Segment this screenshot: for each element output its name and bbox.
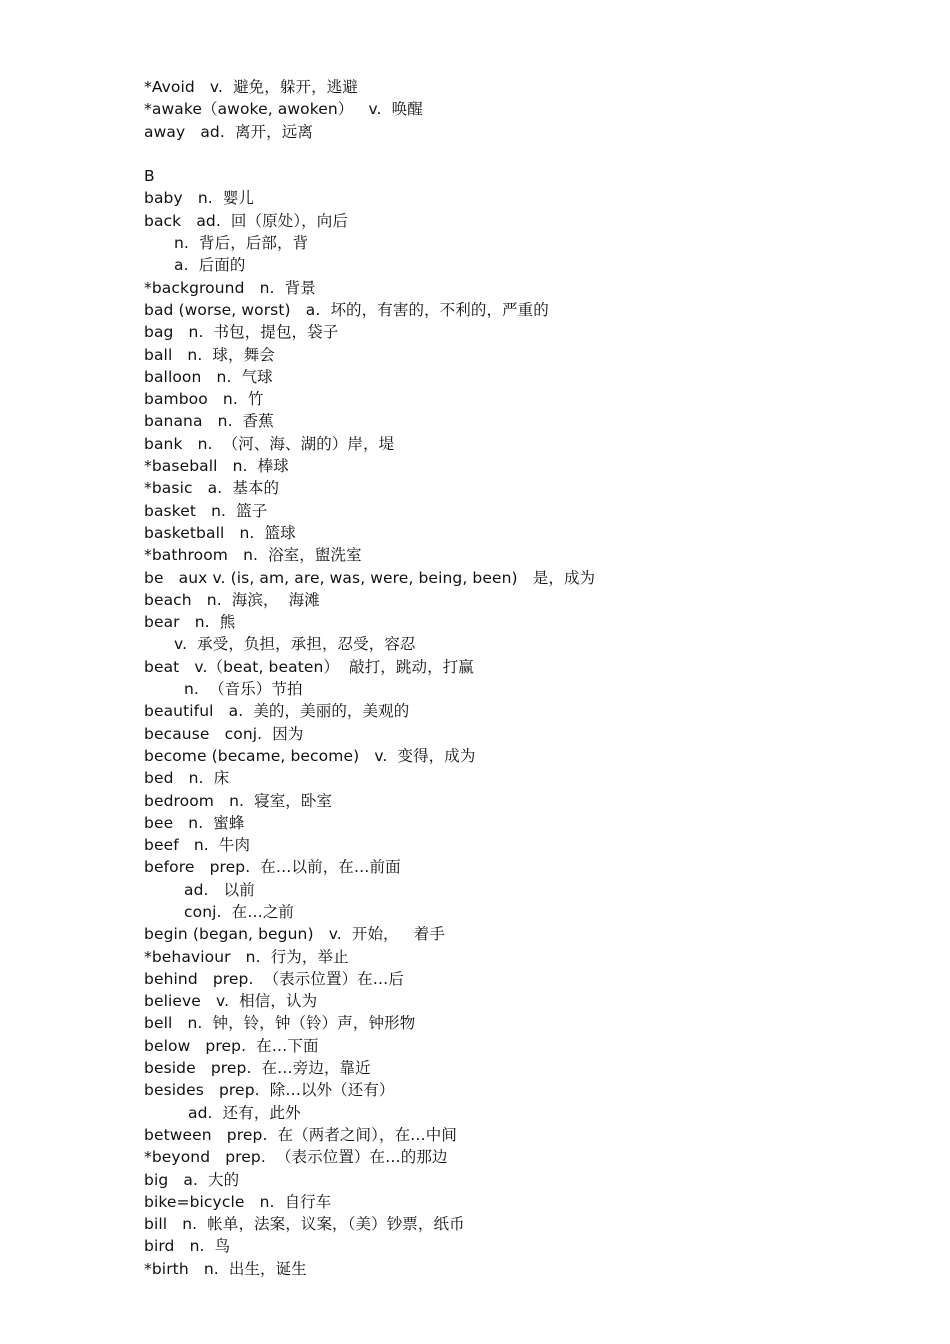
vocab-entry: back ad. 回（原处），向后 bbox=[144, 211, 348, 230]
vocab-entry: besides prep. 除…以外（还有） bbox=[144, 1081, 395, 1100]
vocab-entry: *basic a. 基本的 bbox=[144, 479, 280, 498]
vocab-entry: bank n. （河、海、湖的）岸，堤 bbox=[144, 434, 395, 453]
vocab-entry: *birth n. 出生，诞生 bbox=[144, 1259, 307, 1278]
vocab-entry: below prep. 在…下面 bbox=[144, 1036, 319, 1055]
vocab-entry: believe v. 相信，认为 bbox=[144, 992, 318, 1011]
vocab-entry: bell n. 钟，铃，钟（铃）声，钟形物 bbox=[144, 1014, 416, 1033]
vocab-entry: n. 背后，后部，背 bbox=[174, 234, 309, 253]
vocab-entry: beautiful a. 美的，美丽的，美观的 bbox=[144, 702, 410, 721]
vocab-entry: a. 后面的 bbox=[174, 256, 246, 275]
vocab-entry: *behaviour n. 行为，举止 bbox=[144, 947, 349, 966]
vocab-entry: *baseball n. 棒球 bbox=[144, 457, 289, 476]
vocab-entry: *bathroom n. 浴室，盥洗室 bbox=[144, 546, 362, 565]
vocab-entry: bag n. 书包，提包，袋子 bbox=[144, 323, 339, 342]
vocab-entry: beat v.（beat, beaten） 敲打，跳动，打赢 bbox=[144, 657, 474, 676]
blank-line bbox=[144, 143, 904, 165]
vocab-entry: between prep. 在（两者之间），在…中间 bbox=[144, 1125, 457, 1144]
vocab-entry: be aux v. (is, am, are, was, were, being, been) 是，成为 bbox=[144, 568, 596, 587]
vocab-entry: beef n. 牛肉 bbox=[144, 836, 251, 855]
vocab-entry: basket n. 篮子 bbox=[144, 501, 268, 520]
vocab-entry: *background n. 背景 bbox=[144, 278, 316, 297]
vocab-entry: basketball n. 篮球 bbox=[144, 523, 296, 542]
vocab-entry: *Avoid v. 避免，躲开，逃避 bbox=[144, 78, 358, 96]
vocab-entry: bee n. 蜜蜂 bbox=[144, 813, 245, 832]
section-letter: B bbox=[144, 167, 155, 186]
vocab-entry: bed n. 床 bbox=[144, 769, 230, 788]
vocab-entry: banana n. 香蕉 bbox=[144, 412, 274, 431]
vocab-entry: bad (worse, worst) a. 坏的，有害的，不利的，严重的 bbox=[144, 300, 549, 319]
vocab-entry: before prep. 在…以前，在…前面 bbox=[144, 858, 401, 877]
vocab-entry: bamboo n. 竹 bbox=[144, 390, 264, 409]
vocab-entry: because conj. 因为 bbox=[144, 724, 304, 743]
vocab-entry: v. 承受，负担，承担，忍受，容忍 bbox=[174, 635, 416, 654]
vocab-entry: beach n. 海滨， 海滩 bbox=[144, 590, 320, 609]
vocab-entry: bear n. 熊 bbox=[144, 613, 236, 632]
vocab-entry: *beyond prep. （表示位置）在…的那边 bbox=[144, 1148, 448, 1167]
vocab-entry: behind prep. （表示位置）在…后 bbox=[144, 969, 404, 988]
vocab-entry: ball n. 球，舞会 bbox=[144, 345, 275, 364]
vocab-entry: big a. 大的 bbox=[144, 1170, 240, 1189]
vocabulary-page bbox=[144, 76, 904, 1280]
vocab-entry: begin (began, begun) v. 开始， 着手 bbox=[144, 925, 445, 944]
vocab-entry: bird n. 鸟 bbox=[144, 1237, 231, 1256]
vocab-entry: bedroom n. 寝室，卧室 bbox=[144, 791, 333, 810]
vocab-entry: *awake（awoke, awoken） v. 唤醒 bbox=[144, 100, 423, 119]
vocab-entry: bike=bicycle n. 自行车 bbox=[144, 1192, 332, 1211]
vocab-entry: balloon n. 气球 bbox=[144, 367, 273, 386]
vocab-entry: become (became, become) v. 变得，成为 bbox=[144, 746, 476, 765]
vocab-entry: conj. 在…之前 bbox=[184, 902, 295, 921]
vocab-entry: baby n. 婴儿 bbox=[144, 189, 255, 208]
vocab-entry: bill n. 帐单，法案，议案，（美）钞票，纸币 bbox=[144, 1215, 465, 1234]
vocab-entry: ad. 以前 bbox=[184, 880, 255, 899]
vocab-entry: n. （音乐）节拍 bbox=[184, 680, 303, 699]
vocab-entry: beside prep. 在…旁边，靠近 bbox=[144, 1059, 371, 1078]
vocab-entry: away ad. 离开，远离 bbox=[144, 122, 313, 141]
vocab-entry: ad. 还有，此外 bbox=[188, 1103, 301, 1122]
